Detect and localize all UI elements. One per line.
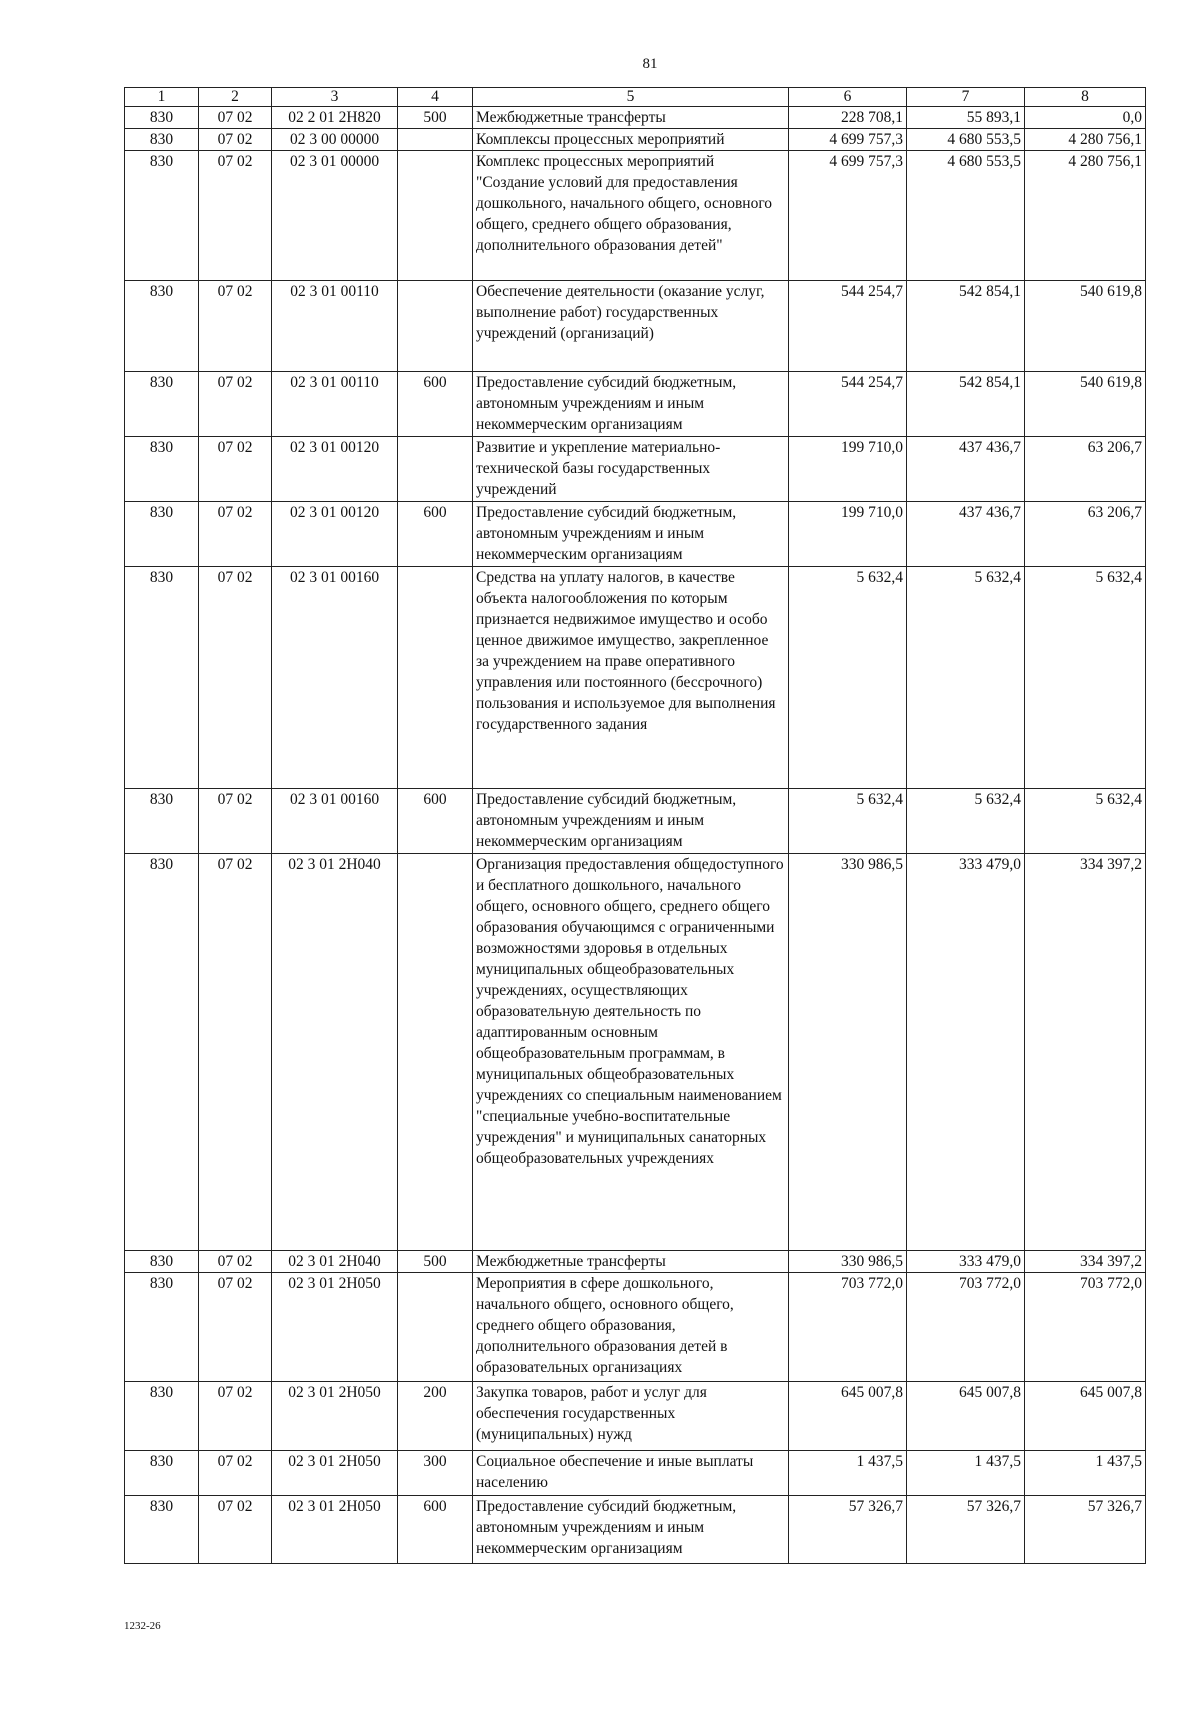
cell-amount-year2: 5 632,4: [907, 789, 1025, 854]
cell-target-article: 02 3 01 2Н040: [272, 1251, 398, 1273]
column-header-3: 3: [272, 88, 398, 107]
cell-amount-year2: 4 680 553,5: [907, 129, 1025, 151]
cell-admin-code: 830: [125, 437, 199, 502]
cell-amount-year1: 544 254,7: [789, 372, 907, 437]
cell-admin-code: 830: [125, 789, 199, 854]
cell-amount-year3: 1 437,5: [1025, 1451, 1146, 1496]
column-header-5: 5: [473, 88, 789, 107]
cell-expense-type: 500: [398, 1251, 473, 1273]
table-row: [125, 854, 1146, 1251]
cell-target-article: 02 3 01 00120: [272, 437, 398, 502]
cell-amount-year3: 703 772,0: [1025, 1273, 1146, 1382]
table-row: [125, 1496, 1146, 1564]
cell-amount-year3: 57 326,7: [1025, 1496, 1146, 1564]
cell-amount-year3: 540 619,8: [1025, 281, 1146, 372]
cell-admin-code: 830: [125, 129, 199, 151]
cell-section: 07 02: [199, 437, 272, 502]
cell-expense-type: [398, 281, 473, 372]
table-row: [125, 502, 1146, 567]
cell-amount-year1: 5 632,4: [789, 789, 907, 854]
cell-admin-code: 830: [125, 567, 199, 789]
column-header-6: 6: [789, 88, 907, 107]
cell-expense-type: 300: [398, 1451, 473, 1496]
cell-expense-type: [398, 437, 473, 502]
table-row: [125, 1382, 1146, 1451]
cell-amount-year3: 5 632,4: [1025, 567, 1146, 789]
cell-amount-year1: 199 710,0: [789, 502, 907, 567]
cell-description: Средства на уплату налогов, в качестве объекта налогообложения по которым признается недвижимое имущество и особо ценное движимое имущество, закрепленное за учреждением на праве оперативного управления или постоянного (бессрочного) пользования и используемое для выполнения государственного задания: [473, 567, 789, 789]
cell-admin-code: 830: [125, 372, 199, 437]
cell-admin-code: 830: [125, 1273, 199, 1382]
cell-amount-year2: 437 436,7: [907, 437, 1025, 502]
table-row: [125, 1251, 1146, 1273]
cell-amount-year1: 1 437,5: [789, 1451, 907, 1496]
cell-amount-year2: 703 772,0: [907, 1273, 1025, 1382]
cell-description: Организация предоставления общедоступного и бесплатного дошкольного, начального общего, основного общего, среднего общего образования обучающимся с ограниченными возможностями здоровья в отдельных муниципальных общеобразовательных учреждениях, осуществляющих образовательную деятельность по адаптированным основным общеобразовательным программам, в муниципальных общеобразовательных учреждениях со специальным наименованием "специальные учебно-воспитательные учреждения" и муниципальных санаторных общеобразовательных учреждениях: [473, 854, 789, 1251]
cell-target-article: 02 3 01 00160: [272, 567, 398, 789]
cell-description: Комплексы процессных мероприятий: [473, 129, 789, 151]
cell-section: 07 02: [199, 502, 272, 567]
cell-expense-type: [398, 567, 473, 789]
table-row: [125, 567, 1146, 789]
cell-admin-code: 830: [125, 502, 199, 567]
cell-description: Предоставление субсидий бюджетным, автономным учреждениям и иным некоммерческим организациям: [473, 502, 789, 567]
cell-amount-year1: 228 708,1: [789, 107, 907, 129]
column-header-2: 2: [199, 88, 272, 107]
cell-amount-year2: 1 437,5: [907, 1451, 1025, 1496]
cell-expense-type: 500: [398, 107, 473, 129]
table-row: [125, 789, 1146, 854]
page-number: 81: [642, 56, 658, 72]
table-row: [125, 372, 1146, 437]
cell-section: 07 02: [199, 1251, 272, 1273]
cell-section: 07 02: [199, 1451, 272, 1496]
cell-section: 07 02: [199, 372, 272, 437]
header-row: [125, 88, 1146, 107]
table-row: [125, 437, 1146, 502]
cell-target-article: 02 3 01 00120: [272, 502, 398, 567]
cell-amount-year2: 437 436,7: [907, 502, 1025, 567]
cell-target-article: 02 3 01 00160: [272, 789, 398, 854]
cell-amount-year2: 333 479,0: [907, 1251, 1025, 1273]
cell-description: Межбюджетные трансферты: [473, 1251, 789, 1273]
cell-description: Предоставление субсидий бюджетным, автономным учреждениям и иным некоммерческим организациям: [473, 1496, 789, 1564]
table-row: [125, 151, 1146, 281]
column-header-4: 4: [398, 88, 473, 107]
cell-amount-year2: 542 854,1: [907, 281, 1025, 372]
cell-target-article: 02 3 01 00000: [272, 151, 398, 281]
cell-description: Предоставление субсидий бюджетным, автономным учреждениям и иным некоммерческим организациям: [473, 789, 789, 854]
document-code: 1232-26: [124, 1620, 161, 1632]
cell-amount-year3: 645 007,8: [1025, 1382, 1146, 1451]
cell-target-article: 02 3 01 00110: [272, 281, 398, 372]
cell-target-article: 02 3 01 2Н050: [272, 1451, 398, 1496]
cell-description: Закупка товаров, работ и услуг для обеспечения государственных (муниципальных) нужд: [473, 1382, 789, 1451]
cell-amount-year2: 542 854,1: [907, 372, 1025, 437]
cell-admin-code: 830: [125, 1451, 199, 1496]
cell-target-article: 02 3 01 2Н050: [272, 1382, 398, 1451]
column-header-1: 1: [125, 88, 199, 107]
cell-expense-type: [398, 151, 473, 281]
cell-section: 07 02: [199, 789, 272, 854]
cell-description: Мероприятия в сфере дошкольного, начального общего, основного общего, среднего общего образования, дополнительного образования детей в образовательных организациях: [473, 1273, 789, 1382]
cell-expense-type: 600: [398, 372, 473, 437]
cell-amount-year1: 5 632,4: [789, 567, 907, 789]
cell-admin-code: 830: [125, 151, 199, 281]
cell-target-article: 02 2 01 2Н820: [272, 107, 398, 129]
cell-amount-year2: 645 007,8: [907, 1382, 1025, 1451]
cell-amount-year1: 4 699 757,3: [789, 129, 907, 151]
cell-section: 07 02: [199, 1273, 272, 1382]
cell-amount-year3: 63 206,7: [1025, 502, 1146, 567]
cell-admin-code: 830: [125, 281, 199, 372]
cell-expense-type: 600: [398, 502, 473, 567]
cell-description: Предоставление субсидий бюджетным, автономным учреждениям и иным некоммерческим организациям: [473, 372, 789, 437]
cell-section: 07 02: [199, 1382, 272, 1451]
table-row: [125, 1273, 1146, 1382]
cell-admin-code: 830: [125, 107, 199, 129]
cell-description: Социальное обеспечение и иные выплаты населению: [473, 1451, 789, 1496]
cell-expense-type: [398, 1273, 473, 1382]
cell-target-article: 02 3 01 00110: [272, 372, 398, 437]
cell-expense-type: [398, 129, 473, 151]
cell-expense-type: 200: [398, 1382, 473, 1451]
cell-amount-year3: 334 397,2: [1025, 854, 1146, 1251]
cell-amount-year2: 5 632,4: [907, 567, 1025, 789]
cell-expense-type: 600: [398, 789, 473, 854]
cell-section: 07 02: [199, 129, 272, 151]
cell-target-article: 02 3 01 2Н050: [272, 1273, 398, 1382]
cell-amount-year2: 55 893,1: [907, 107, 1025, 129]
table-row: [125, 107, 1146, 129]
cell-description: Межбюджетные трансферты: [473, 107, 789, 129]
cell-expense-type: 600: [398, 1496, 473, 1564]
column-header-8: 8: [1025, 88, 1146, 107]
column-header-7: 7: [907, 88, 1025, 107]
cell-target-article: 02 3 01 2Н050: [272, 1496, 398, 1564]
cell-amount-year2: 333 479,0: [907, 854, 1025, 1251]
cell-section: 07 02: [199, 151, 272, 281]
cell-amount-year2: 57 326,7: [907, 1496, 1025, 1564]
cell-admin-code: 830: [125, 1382, 199, 1451]
cell-section: 07 02: [199, 854, 272, 1251]
cell-description: Комплекс процессных мероприятий "Создание условий для предоставления дошкольного, начального общего, основного общего, среднего общего образования, дополнительного образования детей": [473, 151, 789, 281]
table-row: [125, 129, 1146, 151]
cell-amount-year3: 4 280 756,1: [1025, 151, 1146, 281]
cell-section: 07 02: [199, 567, 272, 789]
cell-amount-year1: 645 007,8: [789, 1382, 907, 1451]
cell-amount-year1: 330 986,5: [789, 1251, 907, 1273]
cell-amount-year3: 0,0: [1025, 107, 1146, 129]
table-row: [125, 1451, 1146, 1496]
cell-description: Обеспечение деятельности (оказание услуг, выполнение работ) государственных учреждений (организаций): [473, 281, 789, 372]
cell-description: Развитие и укрепление материально-технической базы государственных учреждений: [473, 437, 789, 502]
cell-admin-code: 830: [125, 854, 199, 1251]
cell-admin-code: 830: [125, 1251, 199, 1273]
cell-amount-year3: 540 619,8: [1025, 372, 1146, 437]
cell-section: 07 02: [199, 281, 272, 372]
cell-amount-year3: 4 280 756,1: [1025, 129, 1146, 151]
cell-admin-code: 830: [125, 1496, 199, 1564]
cell-amount-year1: 330 986,5: [789, 854, 907, 1251]
cell-amount-year1: 703 772,0: [789, 1273, 907, 1382]
cell-section: 07 02: [199, 1496, 272, 1564]
cell-amount-year1: 4 699 757,3: [789, 151, 907, 281]
cell-amount-year1: 199 710,0: [789, 437, 907, 502]
cell-expense-type: [398, 854, 473, 1251]
budget-table: [124, 87, 1146, 1564]
cell-amount-year2: 4 680 553,5: [907, 151, 1025, 281]
cell-amount-year3: 5 632,4: [1025, 789, 1146, 854]
cell-target-article: 02 3 00 00000: [272, 129, 398, 151]
cell-amount-year3: 334 397,2: [1025, 1251, 1146, 1273]
table-row: [125, 281, 1146, 372]
cell-amount-year1: 57 326,7: [789, 1496, 907, 1564]
cell-amount-year3: 63 206,7: [1025, 437, 1146, 502]
cell-amount-year1: 544 254,7: [789, 281, 907, 372]
cell-section: 07 02: [199, 107, 272, 129]
cell-target-article: 02 3 01 2Н040: [272, 854, 398, 1251]
